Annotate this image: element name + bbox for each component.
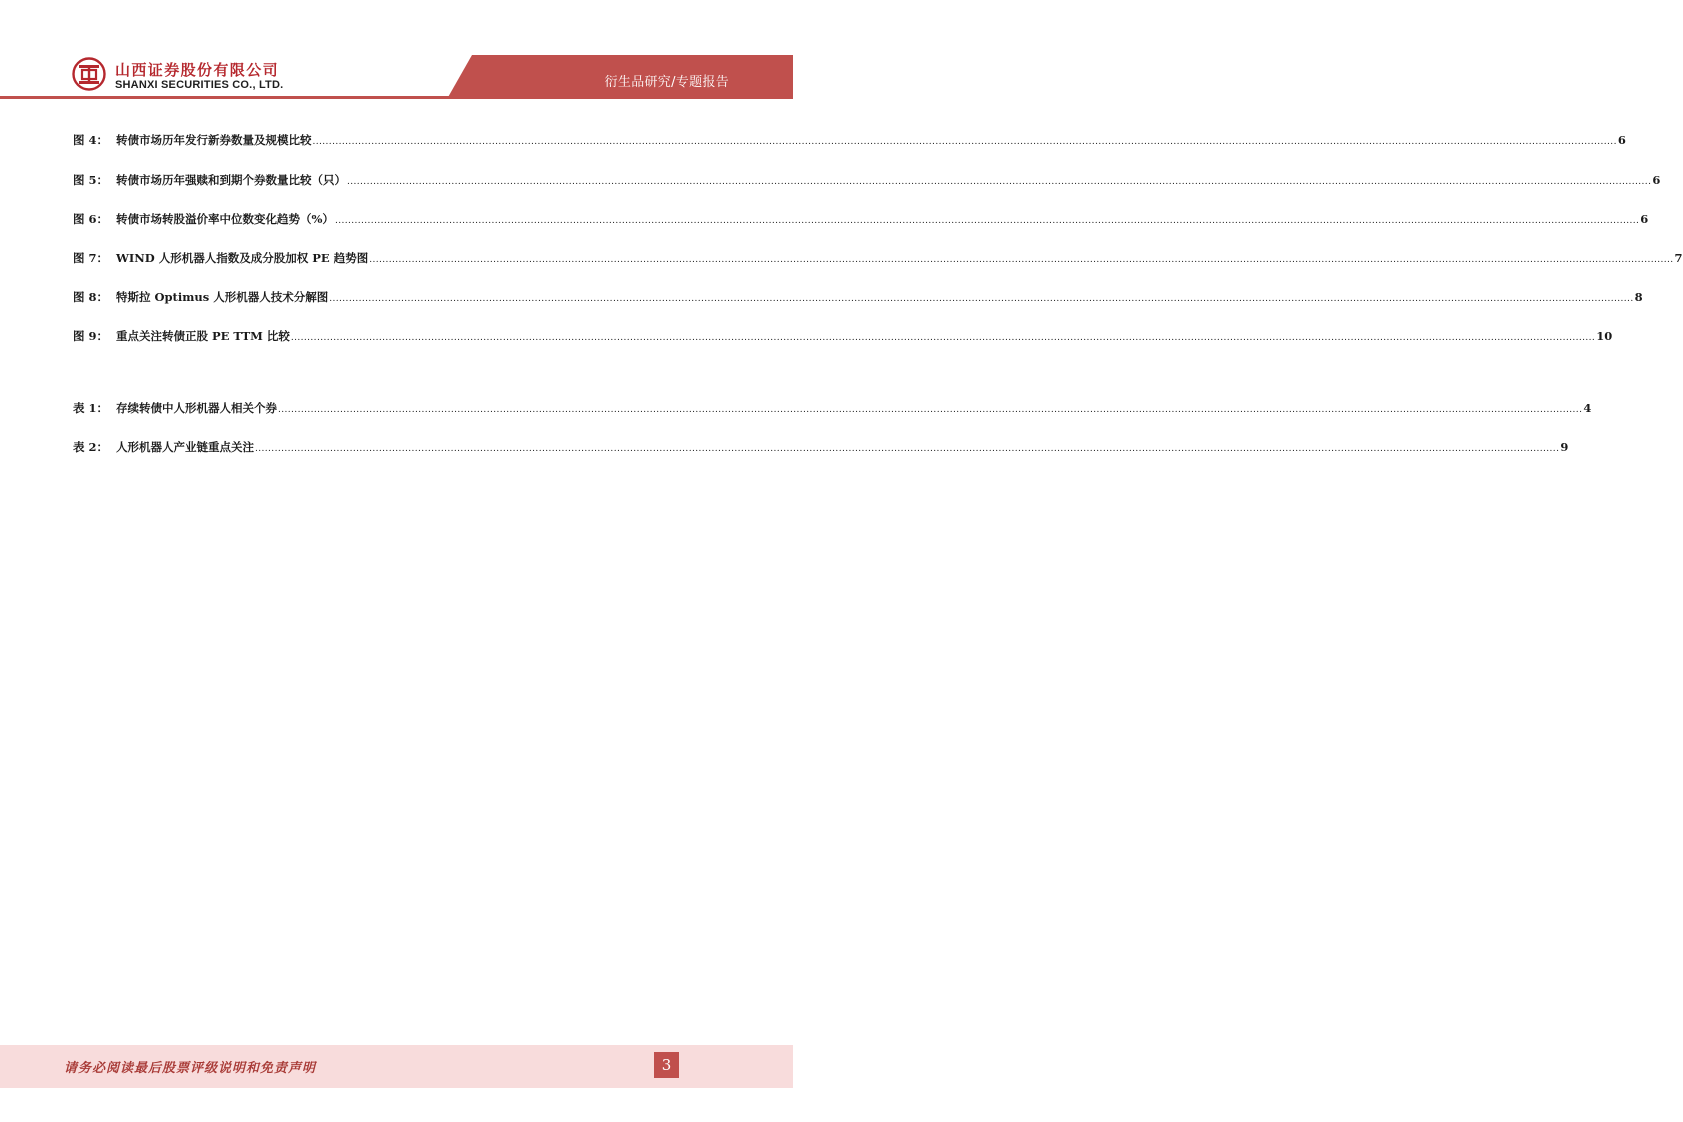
toc-page-number: 10: [1596, 329, 1613, 343]
toc-title: 重点关注转债正股 PE TTM 比较: [116, 329, 290, 343]
toc-title: WIND 人形机器人指数及成分股加权 PE 趋势图: [116, 251, 369, 265]
toc-leader-dots: ................................................................................................................................................................................................................................................................................................................................................................................................................: [312, 137, 1617, 147]
page-number-badge: 3: [654, 1052, 679, 1078]
toc-entry-figure-8[interactable]: [73, 289, 1643, 307]
toc-leader-dots: ................................................................................................................................................................................................................................................................................................................................................................................................................: [369, 255, 1674, 265]
toc-entry-figure-5[interactable]: [73, 172, 1661, 190]
toc-page-number: 8: [1634, 290, 1643, 304]
toc-label: 图 7：: [73, 251, 109, 265]
toc-leader-dots: ................................................................................................................................................................................................................................................................................................................................................................................................................: [347, 177, 1652, 187]
toc-title: 存续转债中人形机器人相关个券: [116, 401, 277, 415]
toc-page-number: 6: [1640, 212, 1649, 226]
toc-label: 图 9：: [73, 329, 109, 343]
toc-leader-dots: ................................................................................................................................................................................................................................................................................................................................................................................................................: [334, 216, 1640, 226]
toc-label: 图 6：: [73, 212, 109, 226]
toc-leader-dots: ................................................................................................................................................................................................................................................................................................................................................................................................................: [278, 405, 1583, 415]
toc-entry-table-1[interactable]: [73, 400, 1592, 418]
toc-label: 图 8：: [73, 290, 109, 304]
toc-entry-figure-4[interactable]: [73, 132, 1626, 150]
disclaimer-link[interactable]: 请务必阅读最后股票评级说明和免责声明: [64, 1061, 317, 1076]
toc-label: 图 4：: [73, 133, 109, 147]
company-name-cn: 山西证券股份有限公司: [115, 61, 280, 79]
toc-title: 人形机器人产业链重点关注: [116, 440, 254, 454]
company-name-en: SHANXI SECURITIES CO., LTD.: [115, 79, 284, 91]
toc-title: 特斯拉 Optimus 人形机器人技术分解图: [116, 290, 329, 304]
toc-leader-dots: ................................................................................................................................................................................................................................................................................................................................................................................................................: [290, 333, 1596, 343]
toc-title: 转债市场历年强赎和到期个券数量比较（只）: [116, 173, 346, 187]
toc-page-number: 7: [1674, 251, 1683, 265]
toc-title: 转债市场历年发行新券数量及规模比较: [116, 133, 312, 147]
toc-label: 表 2：: [73, 440, 109, 454]
toc-entry-figure-7[interactable]: [73, 250, 1683, 268]
page-header: [0, 0, 793, 100]
report-type-label: 衍生品研究/专题报告: [604, 75, 729, 90]
toc-page-number: 6: [1617, 133, 1626, 147]
company-logo-icon: [72, 57, 106, 91]
toc-leader-dots: ................................................................................................................................................................................................................................................................................................................................................................................................................: [255, 444, 1560, 454]
toc-label: 表 1：: [73, 401, 109, 415]
toc-label: 图 5：: [73, 173, 109, 187]
toc-entry-figure-6[interactable]: [73, 211, 1649, 229]
toc-page-number: 6: [1652, 173, 1661, 187]
toc-page-number: 9: [1560, 440, 1569, 454]
toc-entry-table-2[interactable]: [73, 439, 1569, 457]
toc-page-number: 4: [1583, 401, 1592, 415]
toc-leader-dots: ................................................................................................................................................................................................................................................................................................................................................................................................................: [329, 294, 1634, 304]
toc-entry-figure-9[interactable]: [73, 328, 1613, 346]
toc-title: 转债市场转股溢价率中位数变化趋势（%）: [116, 212, 334, 226]
